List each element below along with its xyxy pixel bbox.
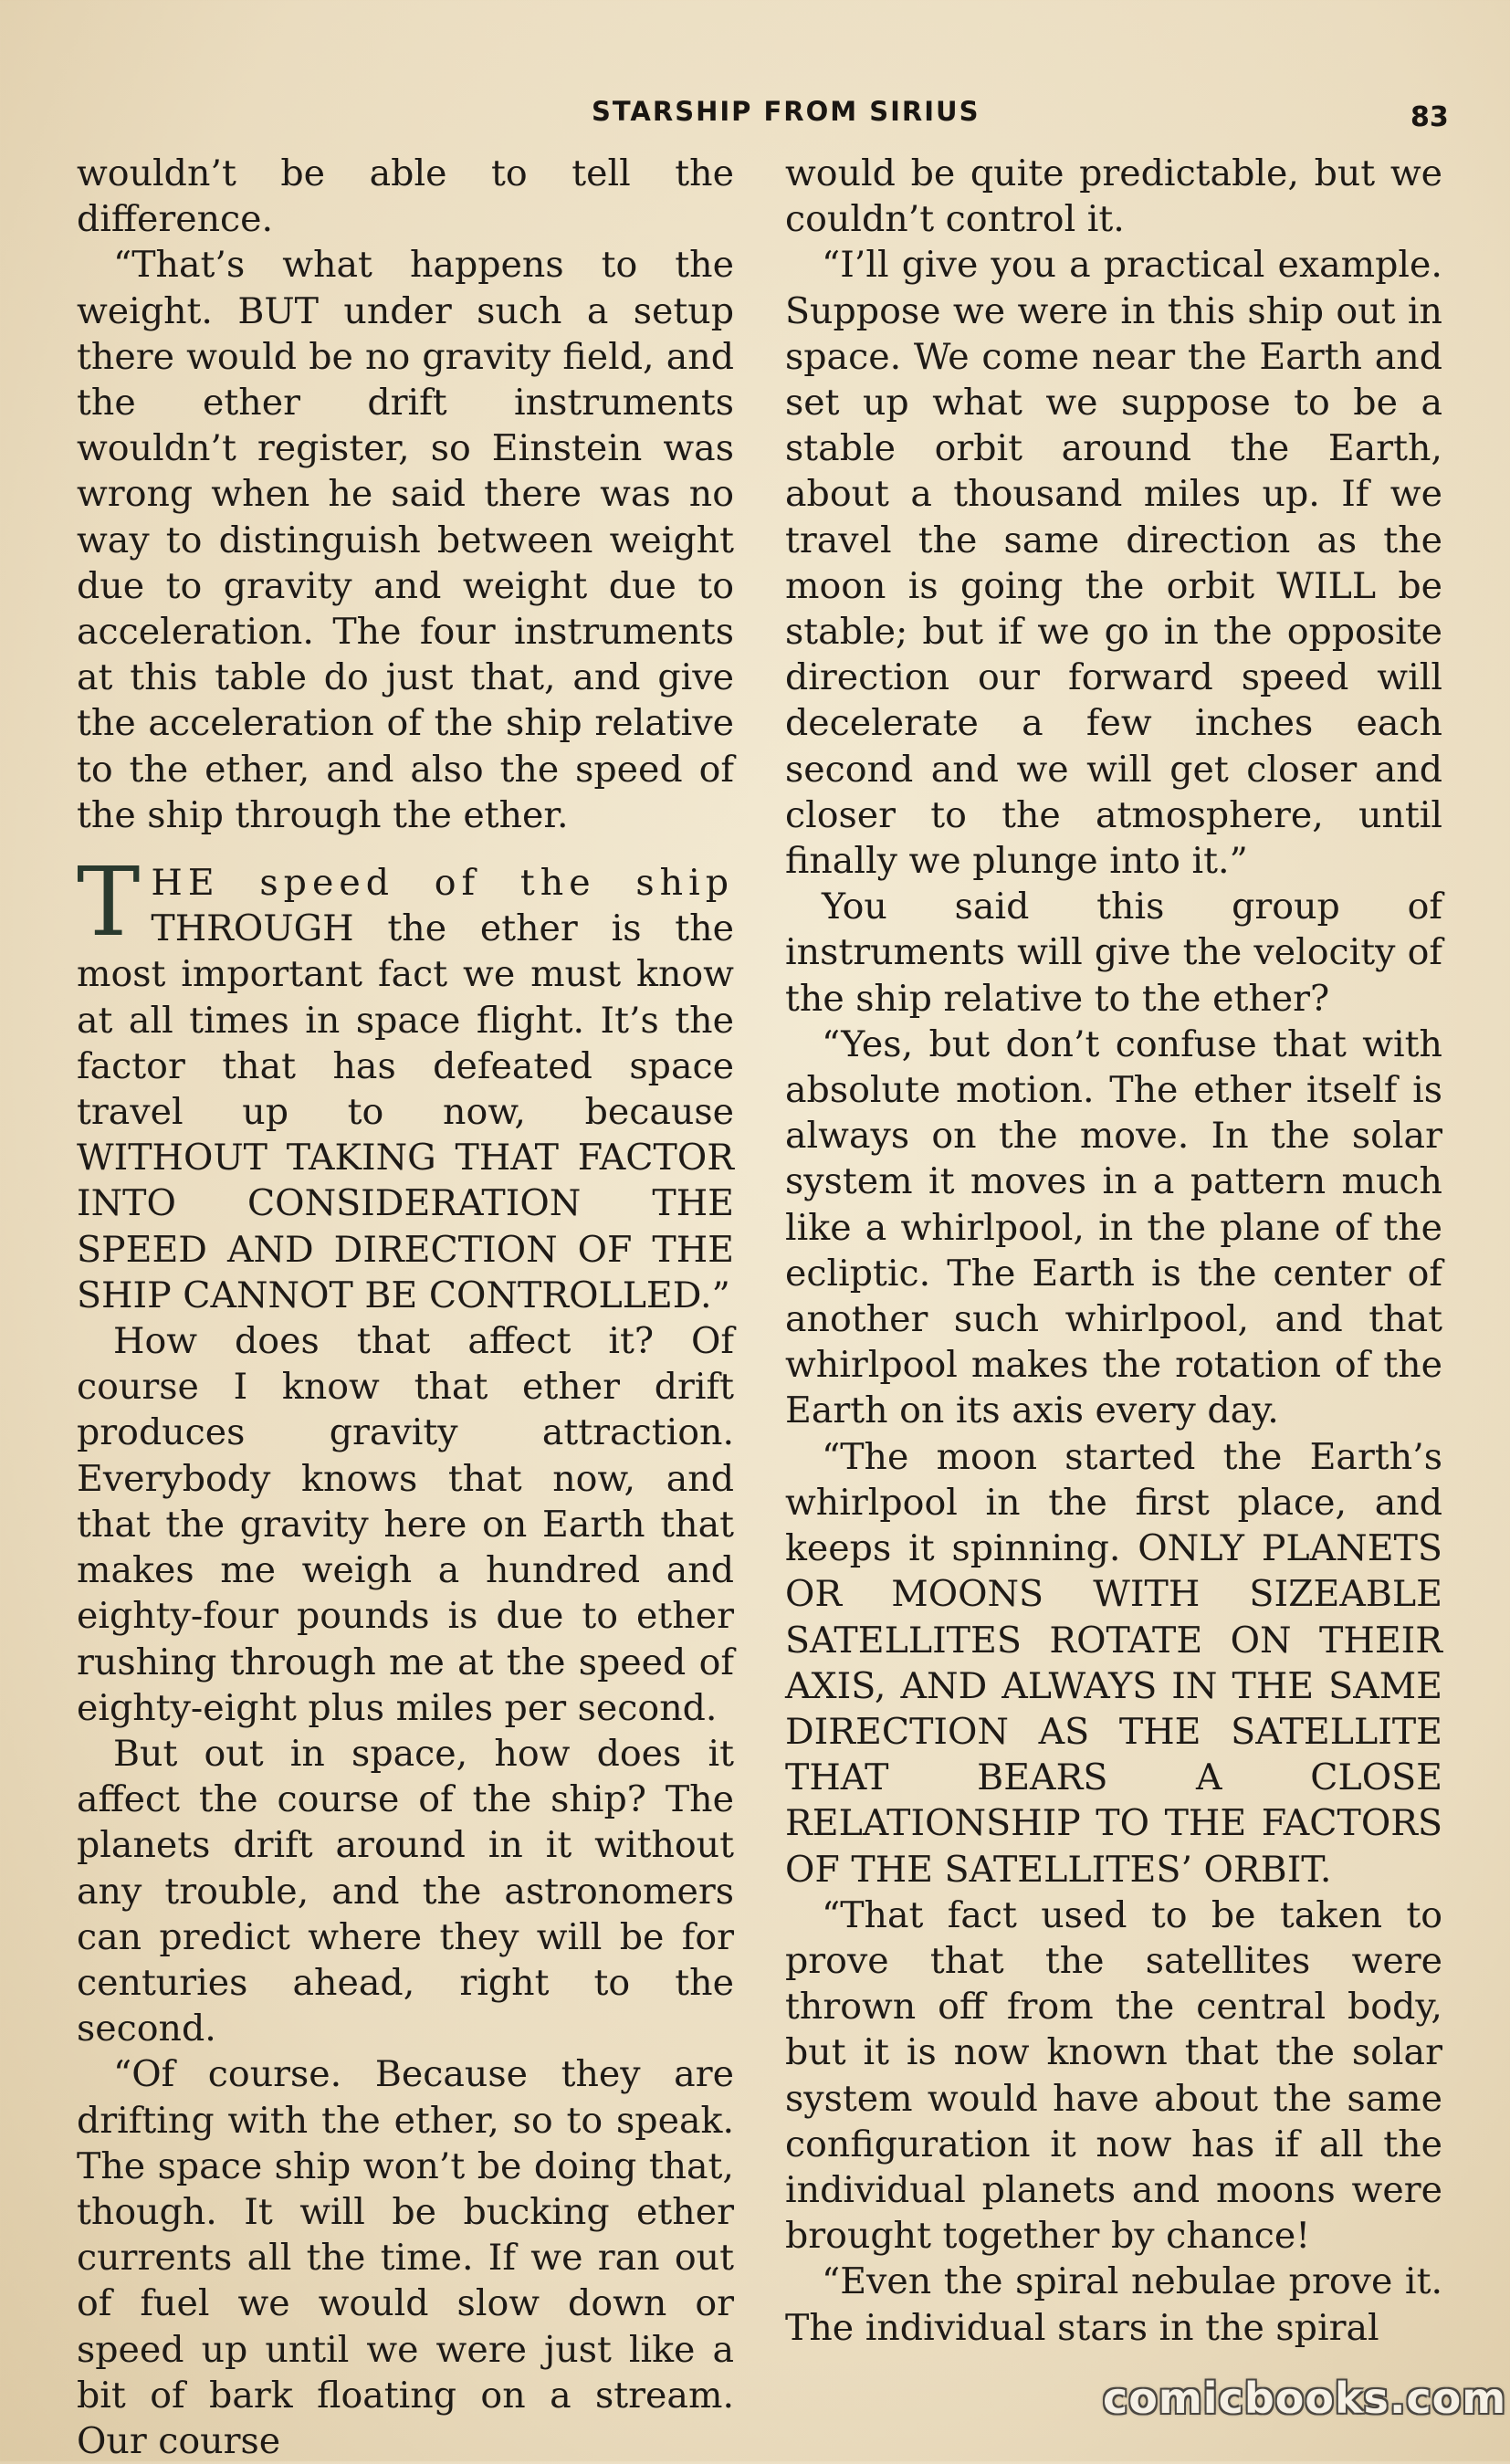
paragraph: “That fact used to be taken to prove that the satellites were thrown off from the central body, but it is now known that the solar system would have about the same configuration it now has if all the individual planets and moons were brought together by chance!: [785, 1893, 1442, 2258]
paragraph-body: THROUGH the ether is the most important fact we must know at all times in space flight. It’s the factor that has defeated space travel up to now, because WITHOUT TAKING THAT FACTOR INTO CONSIDERATION THE SPEED AND DIRECTION OF THE SHIP CANNOT BE CONTROLLED.”: [77, 907, 734, 1316]
site-watermark: comicbooks.com: [1103, 2374, 1507, 2423]
paragraph: “I’ll give you a practical example. Suppose we were in this ship out in space. We come near the Earth and set up what we suppose to be a stable orbit around the Earth, about a thousand miles up. If we travel the same direction as the moon is going the orbit WILL be stable; but if we go in the opposite direction our forward speed will decelerate a few inches each second and we will get closer and closer to the atmosphere, until finally we plunge into it.”: [785, 244, 1442, 883]
running-title: STARSHIP FROM SIRIUS: [592, 96, 980, 127]
paragraph: How does that affect it? Of course I know that ether drift produces gravity attraction. Everybody knows that now, and that the gravity here on Earth that makes me weigh a hundred and eighty-four pounds is due to ether rushing through me at the speed of eighty-eight plus miles per second.: [77, 1320, 734, 1729]
paragraph: “That’s what happens to the weight. BUT under such a setup there would be no gravity field, and the ether drift instruments wouldn’t register, so Einstein was wrong when he said there was no way to distinguish between weight due to gravity and weight due to acceleration. The four instruments at this table do just that, and give the acceleration of the ship relative to the ether, and also the speed of the ship through the ether.: [77, 244, 734, 836]
drop-cap: T: [77, 846, 141, 959]
paragraph: would be quite predictable, but we couldn’t control it.: [785, 152, 1442, 241]
paragraph: “Even the spiral nebulae prove it. The individual stars in the spiral: [785, 2260, 1442, 2349]
paragraph: But out in space, how does it affect the course of the ship? The planets drift around in it without any trouble, and the astronomers can predict where they will be for centuries ahead, right to the second.: [77, 1732, 734, 2050]
paragraph-lead: HE speed of the ship: [151, 862, 734, 905]
paragraph: “The moon started the Earth’s whirlpool in the first place, and keeps it spinning. ONLY PLANETS OR MOONS WITH SIZEABLE SATELLITES ROTATE ON THEIR AXIS, AND ALWAYS IN THE SAME DIRECTION AS THE SATELLITE THAT BEARS A CLOSE RELATIONSHIP TO THE FACTORS OF THE SATELLITES’ ORBIT.: [785, 1435, 1442, 1891]
paragraph: You said this group of instruments will give the velocity of the ship relative to the ether?: [785, 886, 1442, 1020]
right-column: [785, 151, 1442, 2351]
page-number: 83: [1410, 101, 1449, 133]
paragraph: “Of course. Because they are drifting with the ether, so to speak. The space ship won’t be doing that, though. It will be bucking ether currents all the time. If we ran out of fuel we would slow down or speed up until we were just like a bit of bark floating on a stream. Our course: [77, 2053, 734, 2462]
paragraph: wouldn’t be able to tell the difference.: [77, 152, 734, 241]
dropcap-paragraph: [77, 846, 734, 1318]
left-column: [77, 151, 734, 2464]
paragraph: “Yes, but don’t confuse that with absolute motion. The ether itself is always on the move. In the solar system it moves in a pattern much like a whirlpool, in the plane of the ecliptic. The Earth is the center of another such whirlpool, and that whirlpool makes the rotation of the Earth on its axis every day.: [785, 1022, 1442, 1432]
page-header: [0, 96, 1510, 142]
